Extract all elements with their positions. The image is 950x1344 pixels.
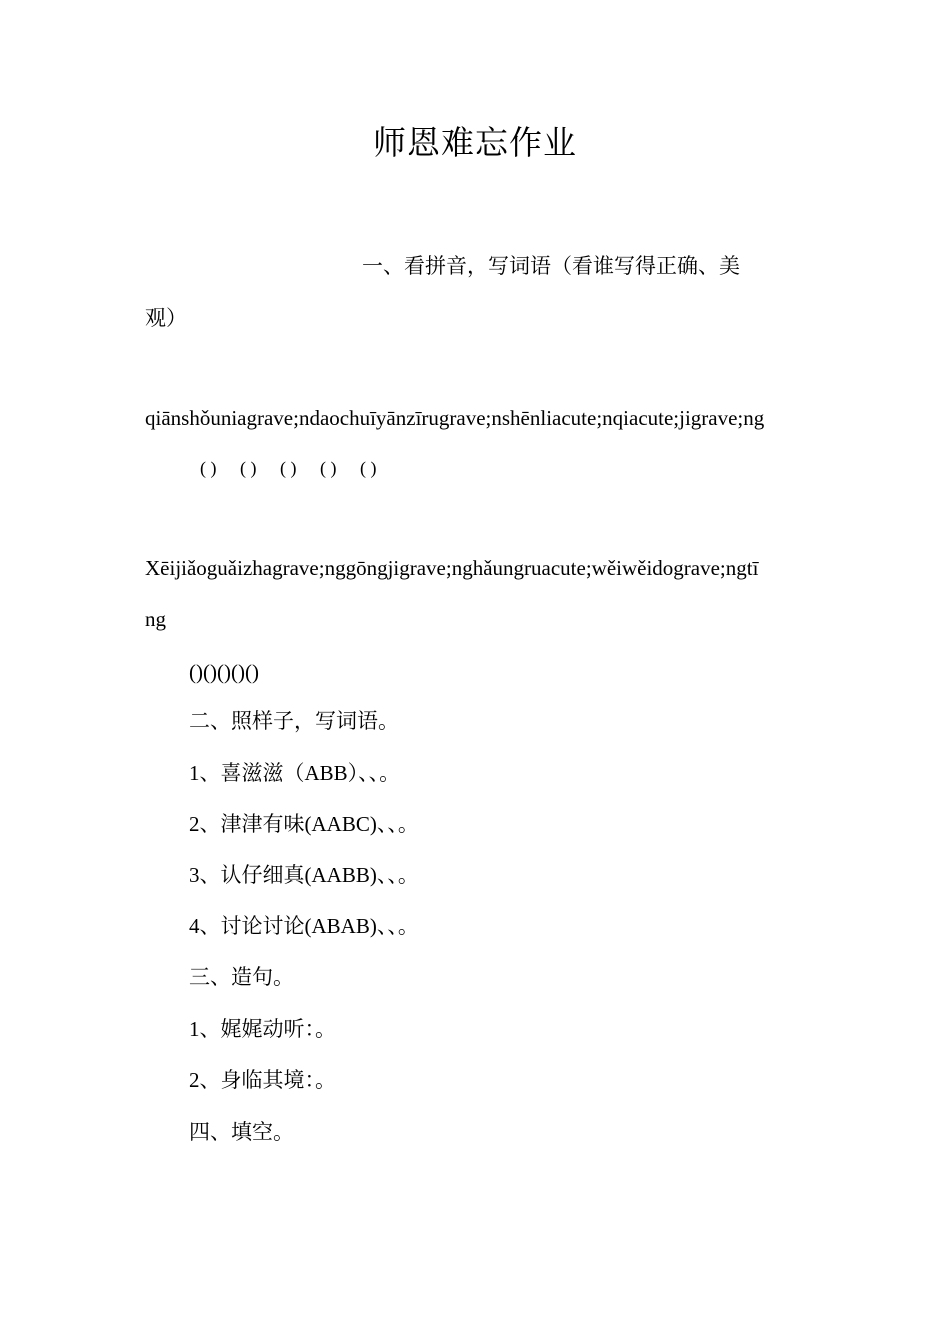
pinyin-line-2-continued: ng <box>145 607 166 631</box>
answer-blank: ( ) <box>320 458 337 478</box>
section-2-item: 4、讨论讨论(ABAB)、、。 <box>189 914 419 938</box>
answer-blank: ( ) <box>280 458 297 478</box>
section-1-heading: 一、看拼音，写词语（看谁写得正确、美 <box>362 254 740 278</box>
section-4-heading: 四、填空。 <box>189 1120 294 1144</box>
answer-blanks-row-1 <box>200 456 396 480</box>
pinyin-line-2: Xēijiǎoguǎizhagrave;nggōngjigrave;nghǎungruacute;wěiwěidograve;ngtī <box>145 556 759 580</box>
answer-blank: ( ) <box>360 458 377 478</box>
section-3-item: 1、娓娓动听：。 <box>189 1017 336 1041</box>
answer-blank: ( ) <box>200 458 217 478</box>
pinyin-line-1: qiānshǒuniagrave;ndaochuīyānzīrugrave;nshēnliacute;nqiacute;jigrave;ng <box>145 406 765 430</box>
answer-blanks-row-2: ()()()()() <box>189 660 259 684</box>
document-title: 师恩难忘作业 <box>373 126 577 162</box>
section-3-heading: 三、造句。 <box>189 965 294 989</box>
section-3-item: 2、身临其境：。 <box>189 1068 336 1092</box>
section-2-item: 2、津津有味(AABC)、、。 <box>189 812 419 836</box>
section-1-heading-continued: 观） <box>145 306 187 330</box>
answer-blank: ( ) <box>240 458 257 478</box>
section-2-item: 1、喜滋滋（ABB）、、。 <box>189 761 401 785</box>
section-2-heading: 二、照样子，写词语。 <box>189 709 399 733</box>
section-2-item: 3、认仔细真(AABB)、、。 <box>189 863 419 887</box>
